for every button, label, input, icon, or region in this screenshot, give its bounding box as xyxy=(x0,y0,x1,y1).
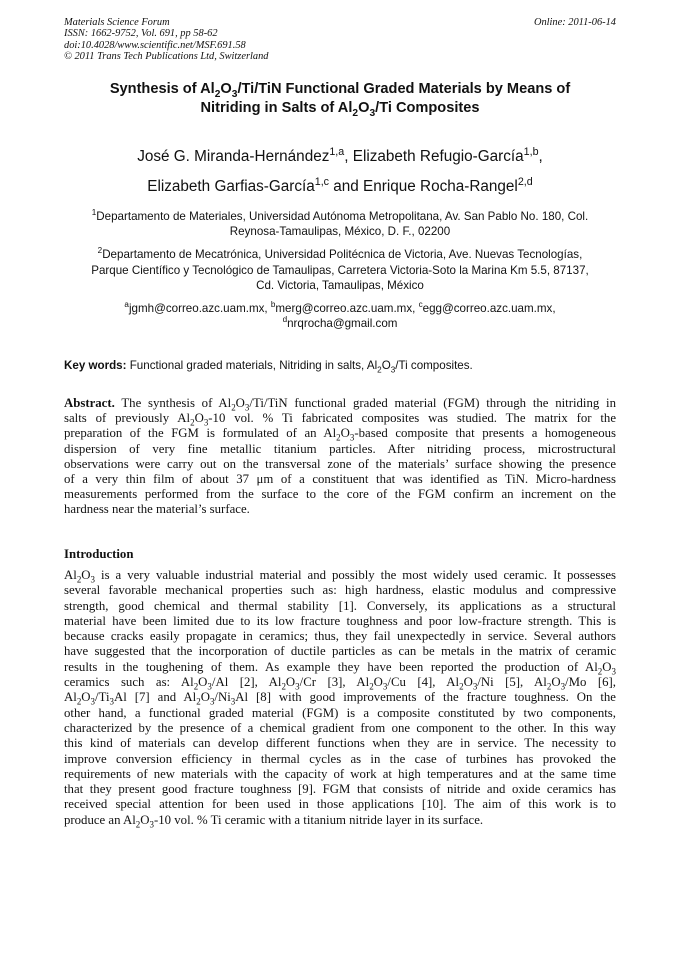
author-name: , Elizabeth Refugio-García xyxy=(344,148,524,165)
online-date: Online: 2011-06-14 xyxy=(533,17,616,28)
issn-line: ISSN: 1662-9752, Vol. 691, pp 58-62 xyxy=(64,28,218,40)
email-link[interactable]: nrqrocha@gmail.com xyxy=(287,317,398,331)
author-name: Elizabeth Garfias-García xyxy=(147,178,315,195)
author-list xyxy=(64,142,616,202)
title-line-2: Nitriding in Salts of $Al_2O_3/Ti$ Composites xyxy=(200,100,480,119)
journal-name: Materials Science Forum xyxy=(64,17,170,28)
title-line-1: Synthesis of $Al_2O_3/Ti$/TiN Functional Graded Materials by Means of xyxy=(109,81,571,100)
author-emails: $^a$jgmh@correo.azc.uam.mx, $^b$merg@correo.azc.uam.mx, $^c$egg@correo.azc.uam.mx, $^d$nrqrocha@gmail.com xyxy=(124,300,556,331)
email-link[interactable]: merg@correo.azc.uam.mx, xyxy=(275,302,419,316)
authors-line-2: Elizabeth Garfias-García$^{1,c}$ and Enrique Rocha-Rangel$^{2,d}$ xyxy=(147,175,533,195)
keywords-label: Key words: xyxy=(64,359,127,372)
section-heading-introduction: Introduction xyxy=(64,547,134,561)
introduction-body: $Al_2O_3$ is a very valuable industrial material and possibly the most widely used ceramic. It possesses several favorable mechanical properties such as: high hardness, elastic modulus and compressive strength, good chemical and thermal stability [1]. Conversely, its applications as a structural material have been limited due to its low fracture toughness and poor low-fracture strength. This is because cracks easily propagate in ceramics; thus, they fail unexpectedly in service. Several authors have suggested that the incorporation of ductile particles as can be metals in the matrix of ceramic results in the toughening of them. As example they have been reported the production of $Al_2O_3$ ceramics such as: $Al_2O_3/Al$ [2], $Al_2O_3/Cr$ [3], $Al_2O_3/Cu$ [4], $Al_2O_3/Ni$ [5], $Al_2O_3/Mo$ [6], $Al_2O_3/Ti_3Al$ [7] and $Al_2O_3/Ni_3Al$ [8] with good improvements of the fracture toughness. On the other hand, a functional graded material (FGM) is a composite constituted by two components, characterized by the presence of a chemical gradient from one component to the other. In this way this kind of materials can develop different functions when they are in service. The necessity to improve conversion efficiency in thermal cycles as in the case of turbines has provoked the requirements of new materials with the capacity of work at high temperatures and at the same time that they present good fracture toughness [9]. FGM that consists of nitride and oxide ceramics has received special attention for been used in those applications [10]. The aim of this work is to produce an $Al_2O_3-10$ vol. % Ti ceramic with a titanium nitride layer in its surface. xyxy=(64,568,616,830)
doi-line: doi:10.4028/www.scientific.net/MSF.691.58 xyxy=(64,39,246,51)
authors-line-1: José G. Miranda-Hernández$^{1,a}$, Elizabeth Refugio-García$^{1,b}$, xyxy=(137,145,543,165)
author-name: and Enrique Rocha-Rangel xyxy=(329,178,518,195)
affiliation-2: $^2$Departamento de Mecatrónica, Universidad Politécnica de Victoria, Ave. Nuevas Tecnologías, Parque Científico y Tecnológico de Tamaulipas, Carretera Victoria-Soto la Marina Km 5.5, 87137, Cd. Victoria, Tamaulipas, México xyxy=(91,246,589,292)
author-name: José G. Miranda-Hernández xyxy=(137,148,330,165)
affiliations xyxy=(64,209,616,331)
keywords: Key words: Functional graded materials, Nitriding in salts, $Al_2O_3/Ti$ composites. xyxy=(64,359,473,375)
paper-title xyxy=(64,80,616,118)
abstract: Abstract. The synthesis of $Al_2O_3/Ti$/TiN functional graded material (FGM) through the nitriding in salts of previously $Al_2O_3-10$ vol. % Ti fabricated composites was studied. The matrix for the preparation of the FGM is formulated of an $Al_2O_3$-based composite that presents a homogeneous dispersion of very fine metallic titanium particles. After nitriding process, microstructural observations were carry out on the transversal zone of the materials’ surface showing the presence of a very thin film of about 37 μm of a constituent that was identified as TiN. Micro-hardness measurements performed from the surface to the core of the FGM confirm an increment on the hardness near the material’s surface. xyxy=(64,396,617,517)
email-link[interactable]: jgmh@correo.azc.uam.mx, xyxy=(128,302,271,316)
publication-metadata xyxy=(64,17,616,62)
email-link[interactable]: egg@correo.azc.uam.mx, xyxy=(422,302,556,316)
copyright-line: © 2011 Trans Tech Publications Ltd, Switzerland xyxy=(64,50,269,62)
abstract-label: Abstract. xyxy=(64,396,115,410)
affiliation-1: $^1$Departamento de Materiales, Universidad Autónoma Metropolitana, Av. San Pablo No. 180, Col. Reynosa-Tamaulipas, México, D. F., 02200 xyxy=(91,208,589,239)
